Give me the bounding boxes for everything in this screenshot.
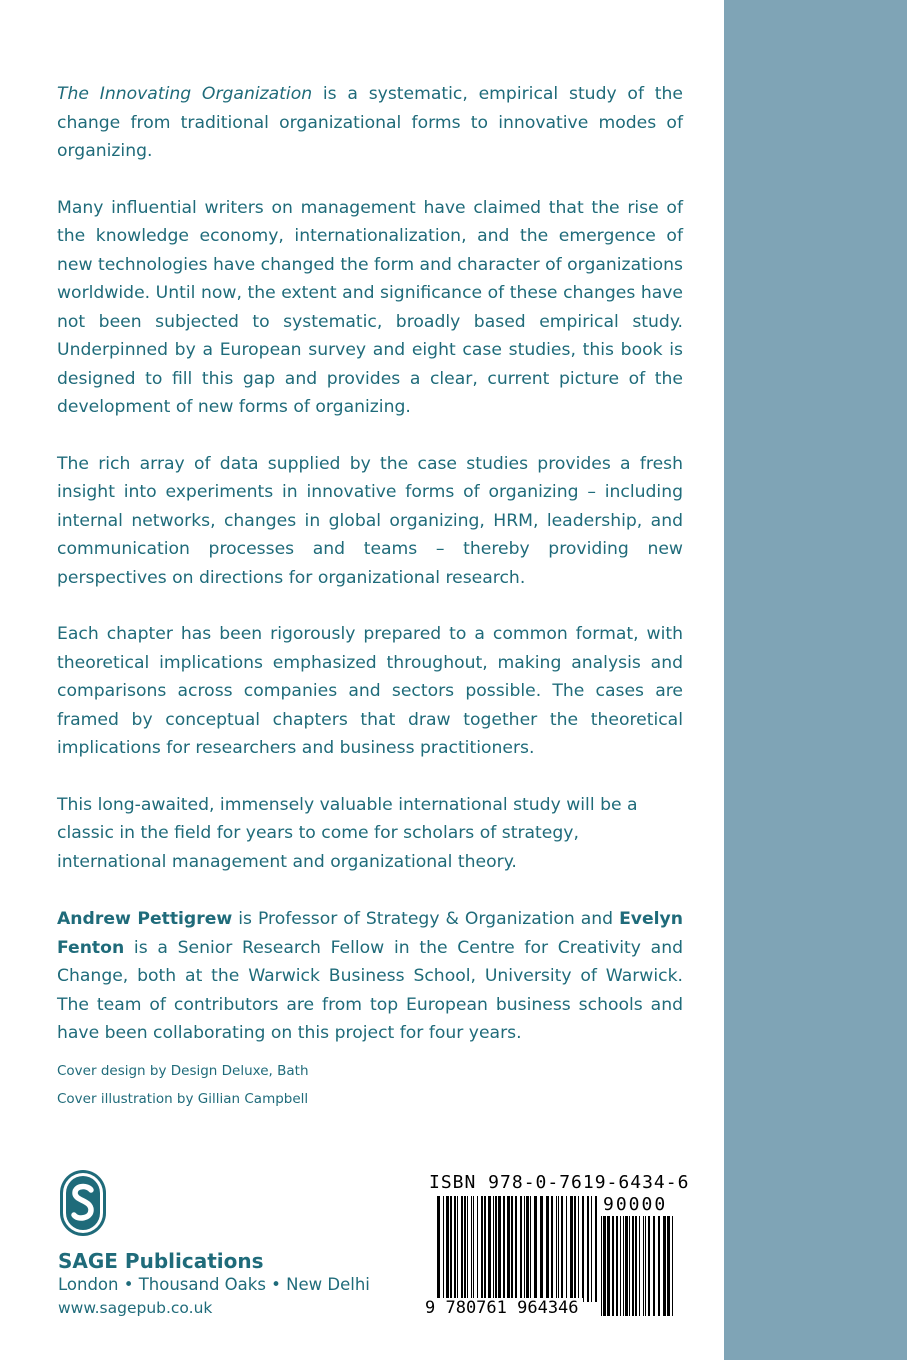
barcode-bar xyxy=(467,1196,468,1302)
barcode-bar xyxy=(667,1216,670,1316)
blurb-paragraph-cases: The rich array of data supplied by the case studies provides a fresh insight into experiments in innovative forms of organizing – including internal networks, changes in global organizing, HRM, leadership, and communication processes and teams – thereby providing new perspectives on directions for organizational research. xyxy=(57,453,683,588)
barcode-bar xyxy=(493,1196,494,1302)
barcode-bar xyxy=(639,1216,640,1316)
barcode-bar xyxy=(524,1196,525,1302)
author-name-1: Andrew Pettigrew xyxy=(57,909,233,929)
cover-illustration-credit: Cover illustration by Gillian Campbell xyxy=(57,1091,309,1107)
barcode-bar xyxy=(648,1216,650,1316)
barcode-bar xyxy=(515,1196,517,1302)
barcode-bar xyxy=(635,1216,637,1316)
barcode-bar xyxy=(620,1216,621,1316)
barcode-bar xyxy=(607,1216,610,1316)
barcode-bar xyxy=(495,1196,497,1302)
barcode-bar xyxy=(570,1196,573,1302)
barcode-bar xyxy=(658,1216,660,1316)
barcode-bar xyxy=(629,1216,630,1316)
barcode-bar xyxy=(653,1216,655,1316)
barcode-bar xyxy=(582,1196,584,1302)
barcode-bar xyxy=(488,1196,491,1302)
bio-text-2: is a Senior Research Fellow in the Centre for Creativity and Change, both at the Warwick Business School, University of Warwick. The team of contributors are from top European business schools and have been collaborating on this project for four years. xyxy=(57,937,683,1043)
barcode-bar xyxy=(558,1196,559,1302)
barcode-bar xyxy=(595,1196,597,1302)
barcode-bar xyxy=(566,1196,567,1302)
intro-text: is a systematic, empirical study of the change from traditional organizational forms to innovative modes of organizing. xyxy=(57,84,683,161)
barcode-bar xyxy=(645,1216,646,1316)
barcode-bar xyxy=(643,1216,644,1316)
blurb-paragraph-format: Each chapter has been rigorously prepared to a common format, with theoretical implications emphasized throughout, making analysis and comparisons across companies and sectors possible. The cases are framed by conceptual chapters that draw together the theoretical implications for researchers and business practitioners. xyxy=(57,624,683,758)
barcode-bar xyxy=(601,1216,602,1316)
back-cover-blurb xyxy=(57,80,683,1076)
barcode-bar xyxy=(520,1196,522,1302)
barcode-bar xyxy=(454,1196,456,1302)
barcode-bar xyxy=(484,1196,486,1302)
barcode-bar xyxy=(561,1196,563,1302)
barcode-bar xyxy=(587,1196,589,1302)
barcode-bar xyxy=(616,1216,618,1316)
spine-band xyxy=(724,0,907,1360)
barcode-bar xyxy=(534,1196,537,1302)
publisher-block xyxy=(58,1248,370,1320)
barcode-bar xyxy=(556,1196,557,1302)
sage-s-logo-icon xyxy=(60,1170,106,1236)
publisher-name: SAGE Publications xyxy=(58,1249,264,1273)
barcode-bar xyxy=(481,1196,483,1302)
barcode-bar xyxy=(612,1216,614,1316)
blurb-paragraph-context: Many influential writers on management have claimed that the rise of the knowledge economy, internationalization, and the emergence of new technologies have changed the form and character of organizations worldwide. Until now, the extent and significance of these changes have not been subjected to systematic, broadly based empirical study. Underpinned by a European survey and eight case studies, this book is designed to fill this gap and provides a clear, current picture of the development of new forms of organizing. xyxy=(57,197,683,417)
addon-barcode-bars xyxy=(601,1216,675,1316)
barcode-bar xyxy=(477,1196,478,1302)
addon-code: 90000 xyxy=(603,1194,668,1215)
barcode-bar xyxy=(672,1216,673,1316)
author-name-2: Evelyn Fenton xyxy=(57,909,683,958)
book-title: The Innovating Organization xyxy=(57,84,313,104)
bio-text-1: is Professor of Strategy & Organization and xyxy=(232,909,620,929)
blurb-paragraph-intro xyxy=(57,80,683,166)
barcode-bar xyxy=(574,1196,576,1302)
publisher-url: www.sagepub.co.uk xyxy=(58,1299,213,1317)
barcode-bar xyxy=(603,1216,606,1316)
barcode-bar xyxy=(546,1196,549,1302)
barcode-bar xyxy=(578,1196,579,1302)
barcode-bar xyxy=(437,1196,440,1302)
barcode-bar xyxy=(507,1196,510,1302)
isbn-label: ISBN 978-0-7619-6434-6 xyxy=(429,1172,690,1193)
author-bio xyxy=(57,905,683,1048)
barcode-bar xyxy=(530,1196,531,1302)
barcode-bar xyxy=(663,1216,666,1316)
barcode-bar xyxy=(443,1196,444,1302)
barcode-bar xyxy=(591,1196,592,1302)
barcode-bar xyxy=(464,1196,466,1302)
cover-credits xyxy=(57,1057,309,1113)
barcode-bar xyxy=(457,1196,458,1302)
barcode-bar xyxy=(551,1196,553,1302)
publisher-cities: London • Thousand Oaks • New Delhi xyxy=(58,1275,370,1294)
barcode-bar xyxy=(623,1216,624,1316)
barcode-bar xyxy=(461,1196,463,1302)
barcode-bar xyxy=(503,1196,505,1302)
barcode-bar xyxy=(511,1196,513,1302)
barcode-bar xyxy=(526,1196,529,1302)
barcode-bar xyxy=(625,1216,628,1316)
ean-barcode-bars xyxy=(437,1196,597,1302)
blurb-paragraph-value: This long-awaited, immensely valuable international study will be a classic in the field for years to come for scholars of strategy, international management and organizational theory. xyxy=(57,794,638,872)
barcode-bar xyxy=(540,1196,543,1302)
barcode-bar xyxy=(446,1196,449,1302)
cover-design-credit: Cover design by Design Deluxe, Bath xyxy=(57,1063,309,1079)
barcode-digits: 9 780761 964346 xyxy=(425,1298,583,1318)
barcode-bar xyxy=(632,1216,634,1316)
barcode-bar xyxy=(450,1196,452,1302)
barcode-bar xyxy=(473,1196,474,1302)
isbn-barcode xyxy=(423,1172,690,1322)
barcode-bar xyxy=(498,1196,501,1302)
barcode-bar xyxy=(471,1196,472,1302)
